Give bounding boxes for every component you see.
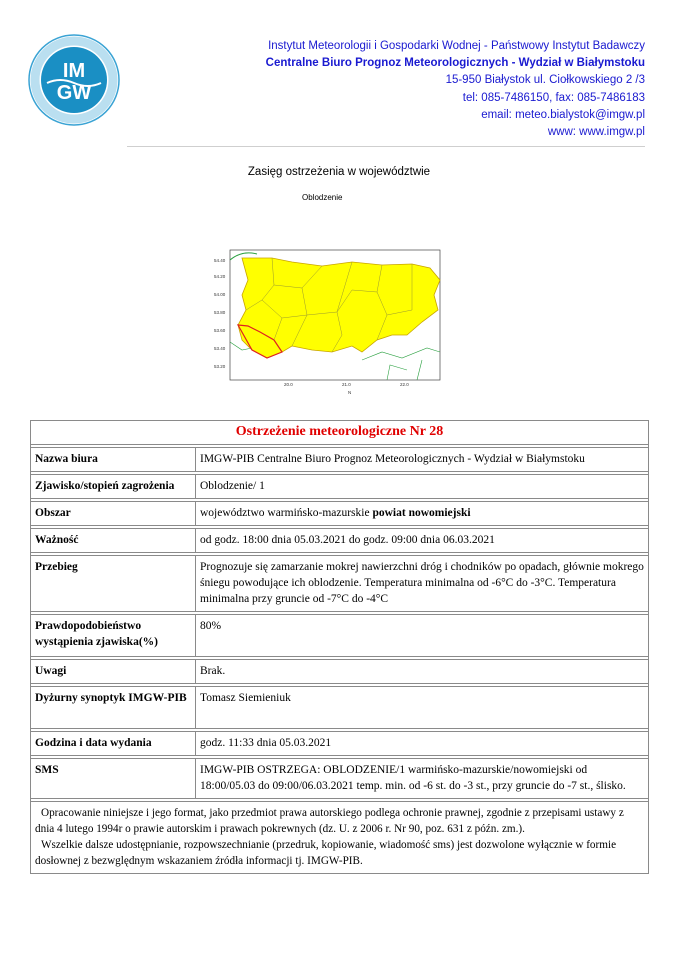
logo-text-bottom: GW <box>56 82 92 104</box>
row-label: Zjawisko/stopień zagrożenia <box>31 475 196 499</box>
row-issued <box>31 732 649 756</box>
area-district: powiat nowomiejski <box>372 507 471 519</box>
lon-tick-2: 21.0 <box>342 382 351 387</box>
row-validity <box>31 529 649 553</box>
row-value: 80% <box>196 615 649 657</box>
lat-tick-1: 54.40 <box>214 258 226 263</box>
lon-tick-3: 22.0 <box>400 382 409 387</box>
axis-label: N <box>348 390 352 395</box>
lon-tick-1: 20.0 <box>284 382 293 387</box>
imgw-logo <box>27 33 121 127</box>
distribution-text: Wszelkie dalsze udostępnianie, rozpowszechnianie (przedruk, kopiowanie, wiadomość sms) jest dozwolone wyłącznie w formie dosłownej z bezwględnym wskazaniem źródła informacji tj. IMGW-PIB. <box>35 839 617 867</box>
row-value: IMGW-PIB OSTRZEGA: OBLODZENIE/1 warmińsko-mazurskie/nowomiejski od 18:00/05.03 do 09:00/06.03.2021 temp. min. od -6 st. do -3 st., przy gruncie do -7 st., ślisko. <box>196 759 649 799</box>
row-course <box>31 556 649 612</box>
header-department: Centralne Biuro Prognoz Meteorologicznych - Wydział w Białymstoku <box>265 57 645 70</box>
row-probability <box>31 615 649 657</box>
logo-text-top: IM <box>62 60 86 82</box>
row-value: godz. 11:33 dnia 05.03.2021 <box>196 732 649 756</box>
row-synoptic <box>31 687 649 729</box>
header-address: 15-950 Białystok ul. Ciołkowskiego 2 /3 <box>445 74 645 87</box>
row-label: Przebieg <box>31 556 196 612</box>
row-value: Tomasz Siemieniuk <box>196 687 649 729</box>
row-value <box>196 502 649 526</box>
header-divider <box>127 146 645 147</box>
lat-tick-4: 53.80 <box>214 310 226 315</box>
row-label: Prawdopodobieństwo wystąpienia zjawiska(%) <box>31 615 196 657</box>
row-value: Brak. <box>196 660 649 684</box>
row-area <box>31 502 649 526</box>
row-footer <box>31 802 649 874</box>
lat-tick-7: 53.20 <box>214 364 226 369</box>
copyright-text: Opracowanie niniejsze i jego format, jako przedmiot prawa autorskiego podlega ochronie prawnej, zgodnie z przepisami ustawy z dnia 4 lutego 1994r o prawie autorskim i prawach pokrewnych (dz. U. z 2006 r. Nr 90, poz. 631 z późn. zm.). <box>35 807 624 835</box>
lat-tick-5: 53.60 <box>214 328 226 333</box>
row-label: Uwagi <box>31 660 196 684</box>
copyright-notice <box>31 802 649 874</box>
header-email[interactable]: email: meteo.bialystok@imgw.pl <box>481 108 645 121</box>
row-value: Oblodzenie/ 1 <box>196 475 649 499</box>
lat-tick-3: 54.00 <box>214 292 226 297</box>
lat-tick-6: 53.40 <box>214 346 226 351</box>
row-phenomenon <box>31 475 649 499</box>
map-title: Zasięg ostrzeżenia w województwie <box>247 166 431 178</box>
row-label: Obszar <box>31 502 196 526</box>
row-value: IMGW-PIB Centralne Biuro Prognoz Meteorologicznych - Wydział w Białymstoku <box>196 448 649 472</box>
warning-table <box>30 420 649 874</box>
row-value: od godz. 18:00 dnia 05.03.2021 do godz. 09:00 dnia 06.03.2021 <box>196 529 649 553</box>
row-label: Ważność <box>31 529 196 553</box>
row-value: Prognozuje się zamarzanie mokrej nawierzchni dróg i chodników po opadach, głównie mokrego śniegu powodujące ich oblodzenie. Temperatura minimalna od -6°C do -3°C. Temperatura minimalna przy gruncie od -7°C do -4°C <box>196 556 649 612</box>
row-label: Godzina i data wydania <box>31 732 196 756</box>
area-region: województwo warmińsko-mazurskie <box>200 507 370 519</box>
row-label: SMS <box>31 759 196 799</box>
row-label: Dyżurny synoptyk IMGW-PIB <box>31 687 196 729</box>
warning-map <box>212 240 464 400</box>
header-website[interactable]: www: www.imgw.pl <box>547 126 645 139</box>
row-label: Nazwa biura <box>31 448 196 472</box>
row-office <box>31 448 649 472</box>
header-phone: tel: 085-7486150, fax: 085-7486183 <box>462 91 645 104</box>
lat-tick-2: 54.20 <box>214 274 226 279</box>
row-sms <box>31 759 649 799</box>
warning-title: Ostrzeżenie meteorologiczne Nr 28 <box>31 421 649 445</box>
row-remarks <box>31 660 649 684</box>
map-subtitle: Oblodzenie <box>302 193 343 202</box>
institute-header <box>266 38 645 141</box>
header-institute: Instytut Meteorologii i Gospodarki Wodnej - Państwowy Instytut Badawczy <box>268 40 645 52</box>
